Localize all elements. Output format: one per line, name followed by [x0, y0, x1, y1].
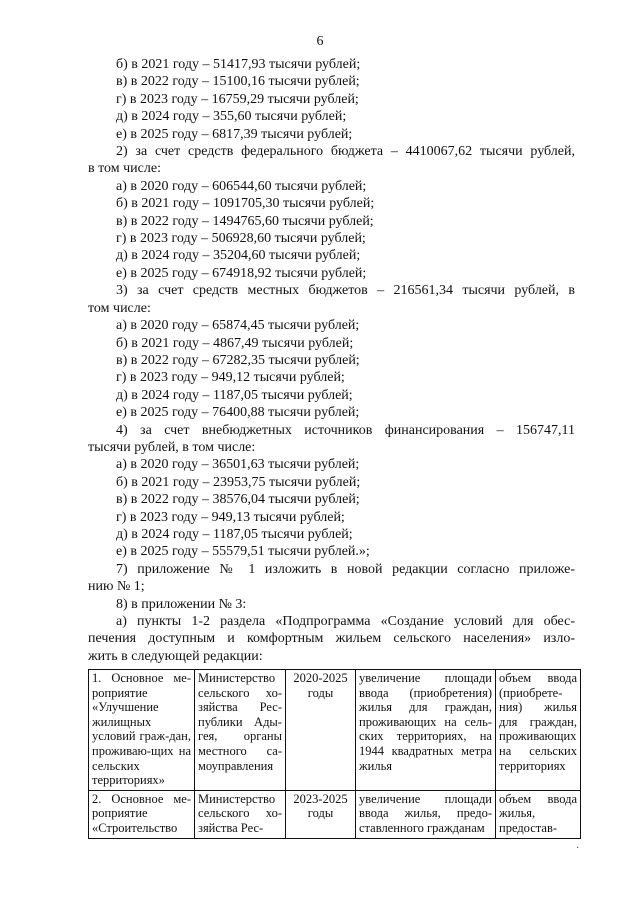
text-line: д) в 2024 году – 355,60 тысячи рублей;: [116, 109, 347, 125]
text-line: в) в 2022 году – 38576,04 тысячи рублей;: [116, 492, 360, 508]
text-line: том числе:: [88, 300, 151, 316]
text-line: г) в 2023 году – 949,12 тысячи рублей;: [116, 370, 345, 386]
text-line: 7) приложение № 1 изложить в новой редакции согласно приложе-: [116, 561, 575, 577]
table-row: [89, 670, 581, 791]
text-line: а) в 2020 году – 606544,60 тысячи рублей;: [116, 178, 367, 194]
table-cell: 2020-2025 годы: [286, 670, 356, 791]
text-line: в) в 2022 году – 1494765,60 тысячи рублей;: [116, 213, 374, 229]
text-line: а) пункты 1-2 раздела «Подпрограмма «Создание условий для обес-: [116, 614, 575, 629]
program-table: [88, 669, 581, 839]
table-cell: объем ввода жилья, предостав-: [496, 790, 581, 838]
text-line: тысячи рублей, в том числе:: [88, 439, 256, 455]
text-line: 4) за счет внебюджетных источников финансирования – 156747,11: [116, 422, 575, 438]
text-line: г) в 2023 году – 949,13 тысячи рублей;: [116, 509, 345, 525]
text-line: д) в 2024 году – 1187,05 тысячи рублей;: [116, 387, 353, 403]
text-line: 8) в приложении № 3:: [116, 596, 247, 612]
table-cell: 2. Основное ме-роприятие «Строительство: [89, 790, 195, 838]
text-line: г) в 2023 году – 506928,60 тысячи рублей;: [116, 231, 366, 247]
table-cell: 2023-2025 годы: [286, 790, 356, 838]
text-line: е) в 2025 году – 674918,92 тысячи рублей;: [116, 265, 367, 281]
table-cell: Министерство сельского хо-зяйства Рес-: [195, 790, 286, 838]
text-line: б) в 2021 году – 1091705,30 тысячи рублей;: [116, 196, 375, 212]
text-line: жить в следующей редакции:: [88, 648, 263, 664]
text-line: 3) за счет средств местных бюджетов – 216561,34 тысячи рублей, в: [116, 283, 575, 299]
text-line: д) в 2024 году – 35204,60 тысячи рублей;: [116, 248, 361, 264]
text-line: е) в 2025 году – 6817,39 тысячи рублей;: [116, 126, 353, 142]
text-line: е) в 2025 году – 55579,51 тысячи рублей.»;: [116, 544, 370, 560]
text-line: е) в 2025 году – 76400,88 тысячи рублей;: [116, 405, 360, 421]
page-number: 6: [316, 34, 324, 49]
text-line: нию № 1;: [88, 579, 145, 595]
text-line: в) в 2022 году – 15100,16 тысячи рублей;: [116, 74, 360, 90]
text-line: г) в 2023 году – 16759,29 тысячи рублей;: [116, 91, 359, 107]
text-line: а) в 2020 году – 65874,45 тысячи рублей;: [116, 318, 360, 334]
text-line: б) в 2021 году – 23953,75 тысячи рублей;: [116, 474, 361, 490]
scan-mark: ·: [576, 843, 580, 854]
text-line: 2) за счет средств федерального бюджета – 4410067,62 тысячи рублей,: [116, 144, 575, 160]
table-cell: объем ввода (приобрете-ния) жилья для граждан, проживающих на сельских территориях: [496, 670, 581, 791]
text-line: в) в 2022 году – 67282,35 тысячи рублей;: [116, 352, 360, 368]
text-line: в том числе:: [88, 161, 161, 177]
text-line: б) в 2021 году – 51417,93 тысячи рублей;: [116, 57, 361, 72]
table-row: [89, 790, 581, 838]
table-cell: увеличение площади ввода (приобретения) жилья для граждан, проживающих на сель-ских территориях, на 1944 квадратных метра жилья: [356, 670, 496, 791]
table-cell: Министерство сельского хо-зяйства Рес-публики Ады-гея, органы местного са-моуправления: [195, 670, 286, 791]
table-cell: 1. Основное ме-роприятие «Улучшение жилищных условий граж-дан, проживаю-щих на сельских территориях»: [89, 670, 195, 791]
text-line: д) в 2024 году – 1187,05 тысячи рублей;: [116, 526, 353, 542]
text-line: б) в 2021 году – 4867,49 тысячи рублей;: [116, 335, 354, 351]
table-cell: увеличение площади ввода жилья, предо-ставленного гражданам: [356, 790, 496, 838]
text-line: печения доступным и комфортным жильем сельского населения» изло-: [88, 631, 575, 647]
text-line: а) в 2020 году – 36501,63 тысячи рублей;: [116, 457, 360, 473]
document-body: [88, 56, 575, 665]
